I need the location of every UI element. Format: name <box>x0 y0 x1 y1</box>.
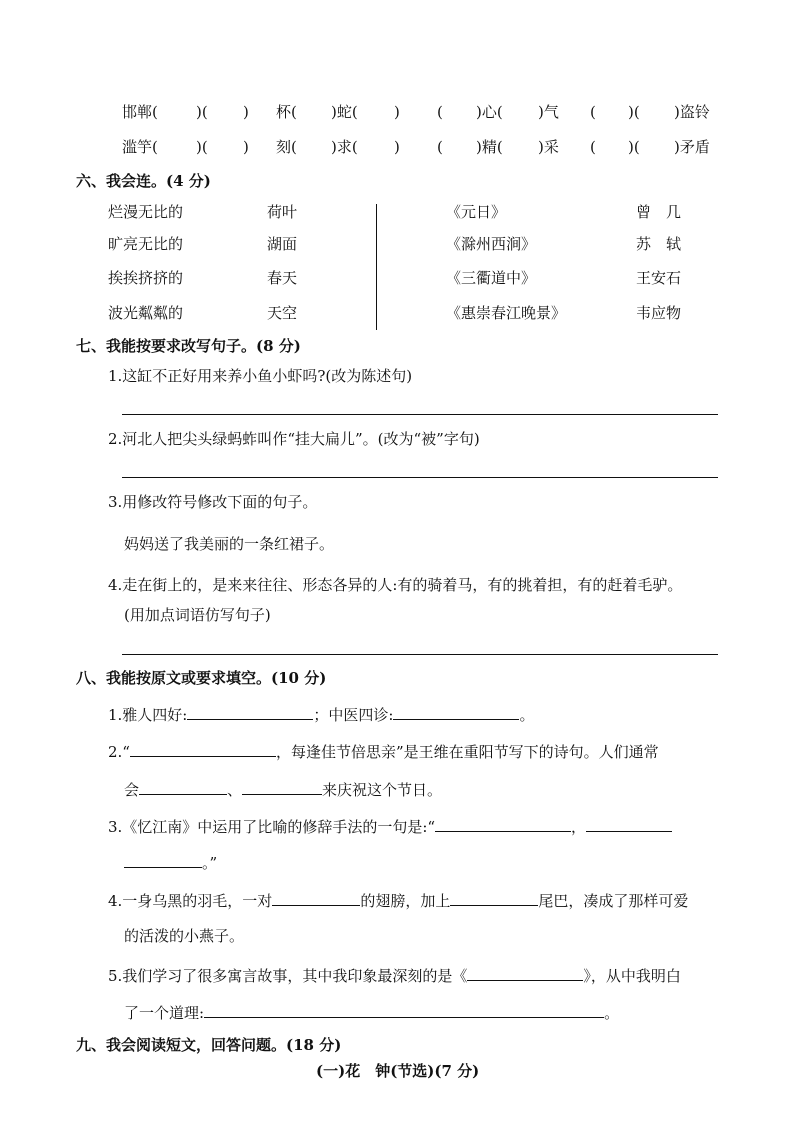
text: 了一个道理: <box>124 1004 205 1022</box>
answer-line[interactable] <box>122 477 718 478</box>
noun: 春天 <box>267 269 298 287</box>
idiom-part: ) <box>394 103 400 121</box>
question-8-4 <box>108 891 688 909</box>
poem-title: 《滁州西涧》 <box>446 235 537 253</box>
answer-line[interactable] <box>122 654 718 655</box>
noun: 荷叶 <box>267 203 298 221</box>
text: 1.雅人四好: <box>108 706 188 724</box>
phrase: 挨挨挤挤的 <box>108 269 184 287</box>
text: 》，从中我明白 <box>583 967 681 985</box>
question-8-4-cont: 的活泼的小燕子。 <box>124 927 245 945</box>
idiom-part: 杯( <box>276 103 297 121</box>
idiom-part: )矛盾 <box>674 138 710 156</box>
fill-blank[interactable] <box>450 891 538 906</box>
text: 2.“ <box>108 743 130 761</box>
noun: 湖面 <box>267 235 298 253</box>
question-8-2 <box>108 742 659 760</box>
answer-line[interactable] <box>122 414 718 415</box>
text: ，每逢佳节倍思亲”是王维在重阳节写下的诗句。人们通常 <box>275 743 659 761</box>
question-7-4-note: (用加点词语仿写句子) <box>124 606 271 624</box>
poem-title: 《三衢道中》 <box>446 269 537 287</box>
question-8-2-cont <box>124 780 442 798</box>
idiom-part: )( <box>196 138 208 156</box>
fill-blank[interactable] <box>435 817 571 832</box>
question-8-3 <box>108 817 672 835</box>
poet-name: 苏 轼 <box>636 235 682 253</box>
text: 尾巴，凑成了那样可爱 <box>538 892 689 910</box>
idiom-part: ) <box>394 138 400 156</box>
section9-heading: 九、我会阅读短文，回答问题。(18 分) <box>76 1036 342 1054</box>
text: 。 <box>519 706 535 724</box>
phrase: 旷亮无比的 <box>108 235 184 253</box>
question-8-5-cont <box>124 1003 619 1021</box>
idiom-part: ( <box>590 138 596 156</box>
text: 来庆祝这个节日。 <box>322 781 443 799</box>
text: 会 <box>124 781 140 799</box>
section8-heading: 八、我能按原文或要求填空。(10 分) <box>76 669 327 687</box>
text: ， <box>571 818 587 836</box>
text: 5.我们学习了很多寓言故事，其中我印象最深刻的是《 <box>108 967 468 985</box>
poem-title: 《元日》 <box>446 203 507 221</box>
idiom-part: )( <box>628 138 640 156</box>
reading-subtitle: (一)花 钟(节选)(7 分) <box>316 1062 480 1080</box>
question-7-3: 3.用修改符号修改下面的句子。 <box>108 493 318 511</box>
fill-blank[interactable] <box>467 966 583 981</box>
column-divider <box>376 204 377 330</box>
idiom-part: ( <box>590 103 596 121</box>
text: 的翅膀，加上 <box>360 892 451 910</box>
idiom-part: )采 <box>538 138 559 156</box>
fill-blank[interactable] <box>242 780 322 795</box>
idiom-part: 邯郸( <box>122 103 158 121</box>
idiom-part: )( <box>628 103 640 121</box>
fill-blank[interactable] <box>124 853 202 868</box>
idiom-part: )精( <box>476 138 503 156</box>
fill-blank[interactable] <box>586 817 672 832</box>
fill-blank[interactable] <box>393 705 519 720</box>
section6-heading: 六、我会连。(4 分) <box>76 172 211 190</box>
fill-blank[interactable] <box>130 742 276 757</box>
idiom-part: ) <box>243 103 249 121</box>
idiom-part: ( <box>437 138 443 156</box>
question-7-4: 4.走在街上的，是来来往往、形态各异的人:有的骑着马，有的挑着担，有的赶着毛驴。 <box>108 576 683 594</box>
phrase: 烂漫无比的 <box>108 203 184 221</box>
text: 4.一身乌黑的羽毛，一对 <box>108 892 273 910</box>
text: 。” <box>202 854 218 872</box>
text: ；中医四诊: <box>313 706 394 724</box>
question-8-1 <box>108 705 534 723</box>
noun: 天空 <box>267 304 298 322</box>
fill-blank[interactable] <box>139 780 227 795</box>
sentence-to-fix: 妈妈送了我美丽的一条红裙子。 <box>124 535 335 553</box>
text: 、 <box>227 781 243 799</box>
question-7-2: 2.河北人把尖头绿蚂蚱叫作“挂大扁儿”。(改为“被”字句) <box>108 430 480 448</box>
fill-blank[interactable] <box>272 891 360 906</box>
idiom-part: 滥竽( <box>122 138 158 156</box>
idiom-part: ( <box>437 103 443 121</box>
poet-name: 王安石 <box>636 269 682 287</box>
idiom-part: )蛇( <box>331 103 358 121</box>
idiom-part: )盗铃 <box>674 103 710 121</box>
fill-blank[interactable] <box>187 705 313 720</box>
fill-blank[interactable] <box>204 1003 604 1018</box>
text: 3.《忆江南》中运用了比喻的修辞手法的一句是:“ <box>108 818 436 836</box>
idiom-part: )心( <box>476 103 503 121</box>
idiom-part: 刻( <box>276 138 297 156</box>
section7-heading: 七、我能按要求改写句子。(8 分) <box>76 337 301 355</box>
question-8-5 <box>108 966 681 984</box>
idiom-part: )求( <box>331 138 358 156</box>
poet-name: 曾 几 <box>636 203 682 221</box>
question-8-3-cont <box>124 853 217 871</box>
poem-title: 《惠崇春江晚景》 <box>446 304 567 322</box>
phrase: 波光粼粼的 <box>108 304 184 322</box>
poet-name: 韦应物 <box>636 304 682 322</box>
idiom-part: )气 <box>538 103 559 121</box>
text: 。 <box>604 1004 620 1022</box>
idiom-part: ) <box>243 138 249 156</box>
question-7-1: 1.这缸不正好用来养小鱼小虾吗?(改为陈述句) <box>108 367 413 385</box>
idiom-part: )( <box>196 103 208 121</box>
